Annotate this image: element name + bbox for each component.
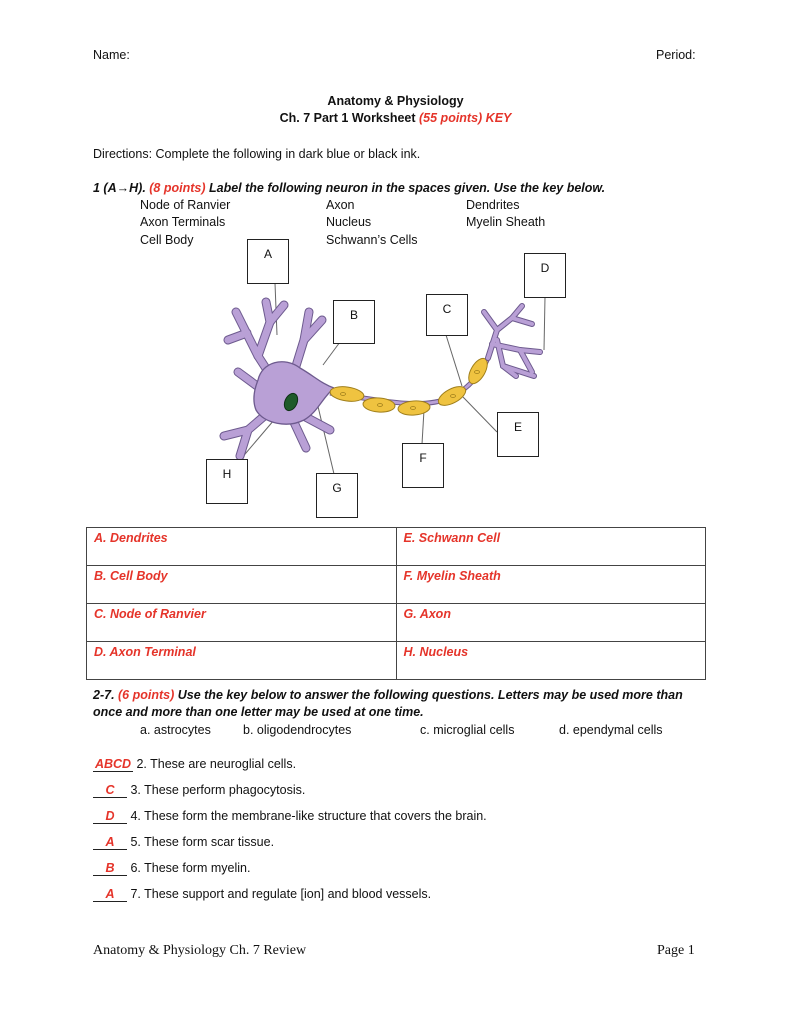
title-line1: Anatomy & Physiology [327,94,464,108]
q1-points: (8 points) [149,181,206,195]
key-term: Nucleus [326,215,372,229]
directions: Directions: Complete the following in dark blue or black ink. [93,147,421,161]
question-text: 5. These form scar tissue. [127,835,275,849]
q2-heading [93,688,683,702]
answer-blank: ABCD [94,757,132,771]
label-box-d: D [524,253,566,298]
answer-blank: D [93,809,127,824]
answer-cell: B. Cell Body [87,566,397,604]
option: d. ependymal cells [559,723,663,737]
title-line2-points: (55 points) KEY [419,111,512,125]
answer-blank: C [93,783,127,798]
question-item [93,757,296,772]
answer-cell: G. Axon [396,604,706,642]
key-term: Axon [326,198,355,212]
option: a. astrocytes [140,723,211,737]
question-text: 4. These form the membrane-like structure that covers the brain. [127,809,487,823]
question-text: 2. These are neuroglial cells. [133,757,297,771]
key-term: Schwann’s Cells [326,233,418,247]
cell-body [224,302,334,456]
q1-prefix: 1 (A [93,181,117,195]
label-box-e: E [497,412,539,457]
label-box-c: C [426,294,468,336]
period-label: Period: [656,48,696,62]
label-box-g: G [316,473,358,518]
question-item [93,887,431,902]
question-text: 3. These perform phagocytosis. [127,783,306,797]
question-item [93,835,274,850]
key-term: Node of Ranvier [140,198,231,212]
question-item [93,783,305,798]
answer-cell: A. Dendrites [87,528,397,566]
table-row [87,528,706,566]
key-term: Myelin Sheath [466,215,546,229]
q2-heading-line2: once and more than one letter may be used at one time. [93,705,424,719]
label-box-f: F [402,443,444,488]
label-box-h: H [206,459,248,504]
answer-blank: B [93,861,127,876]
answer-cell: H. Nucleus [396,642,706,680]
answer-blank: A [93,835,127,850]
page-number: Page 1 [657,943,695,958]
table-row [87,566,706,604]
title-line2-text: Ch. 7 Part 1 Worksheet [279,111,420,125]
q2-text: Use the key below to answer the following questions. Letters may be used more than [174,688,683,702]
key-term: Dendrites [466,198,520,212]
table-row [87,604,706,642]
q2-prefix: 2-7. [93,688,119,702]
key-term: Axon Terminals [140,215,226,229]
option: b. oligodendrocytes [243,723,352,737]
arrow-icon: → [116,181,130,195]
q2-points: (6 points) [118,688,175,702]
question-text: 6. These form myelin. [127,861,251,875]
answer-cell: D. Axon Terminal [87,642,397,680]
question-item [93,809,487,824]
q1-mid: H). [129,181,150,195]
answer-cell: C. Node of Ranvier [87,604,397,642]
answer-table [86,527,706,680]
key-term: Cell Body [140,233,194,247]
table-row [87,642,706,680]
question-text: 7. These support and regulate [ion] and blood vessels. [127,887,432,901]
option: c. microglial cells [420,723,515,737]
name-label: Name: [93,48,130,62]
label-box-a: A [247,239,289,284]
answer-cell: E. Schwann Cell [396,528,706,566]
q1-text: Label the following neuron in the spaces given. Use the key below. [205,181,606,195]
answer-cell: F. Myelin Sheath [396,566,706,604]
question-item [93,861,250,876]
label-box-b: B [333,300,375,344]
footer-left: Anatomy & Physiology Ch. 7 Review [93,943,307,958]
answer-blank: A [93,887,127,902]
